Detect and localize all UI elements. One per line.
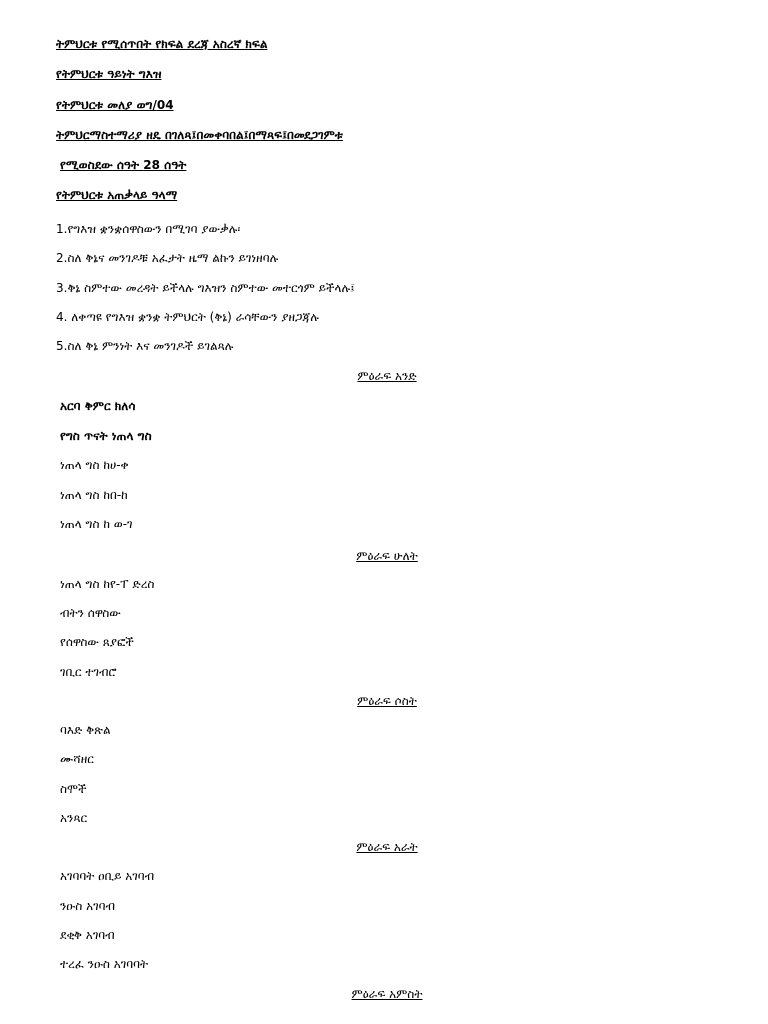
chapter-item: የግስ ጥናት ነጠላ ግስ	[60, 429, 152, 443]
objective-item: 2.ስለ ቅኔና መንገዶቹ አፈታት ዜማ ልኩን ይገነዘባሉ	[56, 251, 279, 265]
subject-code-value: 04	[156, 98, 174, 112]
chapter-heading: ምዕራፍ አንድ	[357, 369, 417, 383]
chapter-item: ሙሻዘር	[60, 752, 94, 766]
chapter-heading: ምዕራፍ ሶስት	[357, 694, 417, 708]
duration-hours: 28	[143, 158, 160, 172]
chapter-heading: ምዕራፍ አራት	[356, 840, 418, 854]
header-teaching-method: ትምህርማስተማሪያ ዘዴ በገለጻ፤በመቀባበል፤በማጻፍ፤በመደጋገምቱ	[56, 128, 343, 142]
chapter-item: ገቢር ተገብሮ	[60, 665, 117, 679]
header-duration	[60, 157, 186, 173]
chapter-item: ተረፈ ንዑስ አገባባት	[60, 957, 149, 971]
chapter-item: ነጠላ ግስ ከየ-ፐ ድረስ	[60, 577, 155, 591]
chapter-item: ብትን ሰዋስው	[60, 606, 121, 620]
objective-item: 3.ቅኔ ስምተው መረዳት ይችላሉ ግእዝን ስምተው መተርጎም ይችላሉ፤	[56, 281, 355, 295]
subject-code-label: የትምህርቱ መለያ ወግ/	[56, 98, 157, 112]
chapter-heading: ምዕራፍ ሁለት	[356, 549, 418, 563]
chapter-item: አገባባት ዐቢይ አገባብ	[60, 869, 155, 883]
chapter-item: የሰዋስው ጸያፎች	[60, 635, 134, 649]
objective-item: 5.ስለ ቅኔ ምንነት እና መንገዶች ይገልጻሉ	[56, 339, 234, 353]
chapter-item: ንዑስ አገባብ	[60, 899, 116, 913]
objective-item: 1.የግእዝ ቋንቋሰዋስውን በሚገባ ያውቃሉ፡	[56, 222, 241, 236]
chapter-heading: ምዕራፍ አምስት	[351, 987, 423, 1001]
chapter-item: አንጻር	[60, 811, 88, 825]
header-subject: የትምህርቱ ዓይነት ግእዝ	[56, 67, 162, 81]
chapter-item: ነጠላ ግስ ከበ-ከ	[60, 488, 128, 502]
chapter-item: ደቂቅ አገባብ	[60, 928, 115, 942]
objective-item: 4. ለቀጣዩ የግእዝ ቋንቋ ትምህርት (ቅኔ) ራሳቸውን ያዘጋጃሉ	[56, 310, 319, 324]
duration-unit: ሰዓት	[160, 158, 187, 172]
chapter-item: አርባ ቅምር ክለሳ	[60, 399, 136, 413]
header-general-objective: የትምህርቱ አጠቃላይ ዓላማ	[56, 188, 178, 202]
chapter-item: ነጠላ ግስ ከ ወ-ገ	[60, 517, 133, 531]
duration-label: የሚወስደው ሰዓት	[60, 158, 144, 172]
chapter-item: ነጠላ ግስ ከሀ-ቀ	[60, 458, 129, 472]
chapter-item: ስሞች	[60, 782, 87, 796]
header-subject-code	[56, 97, 174, 113]
header-grade-level: ትምህርቱ የሚሰጥበት የክፍል ደረጃ አስረኛ ክፍል	[56, 37, 268, 51]
chapter-item: ባእድ ቅጽል	[60, 723, 111, 737]
